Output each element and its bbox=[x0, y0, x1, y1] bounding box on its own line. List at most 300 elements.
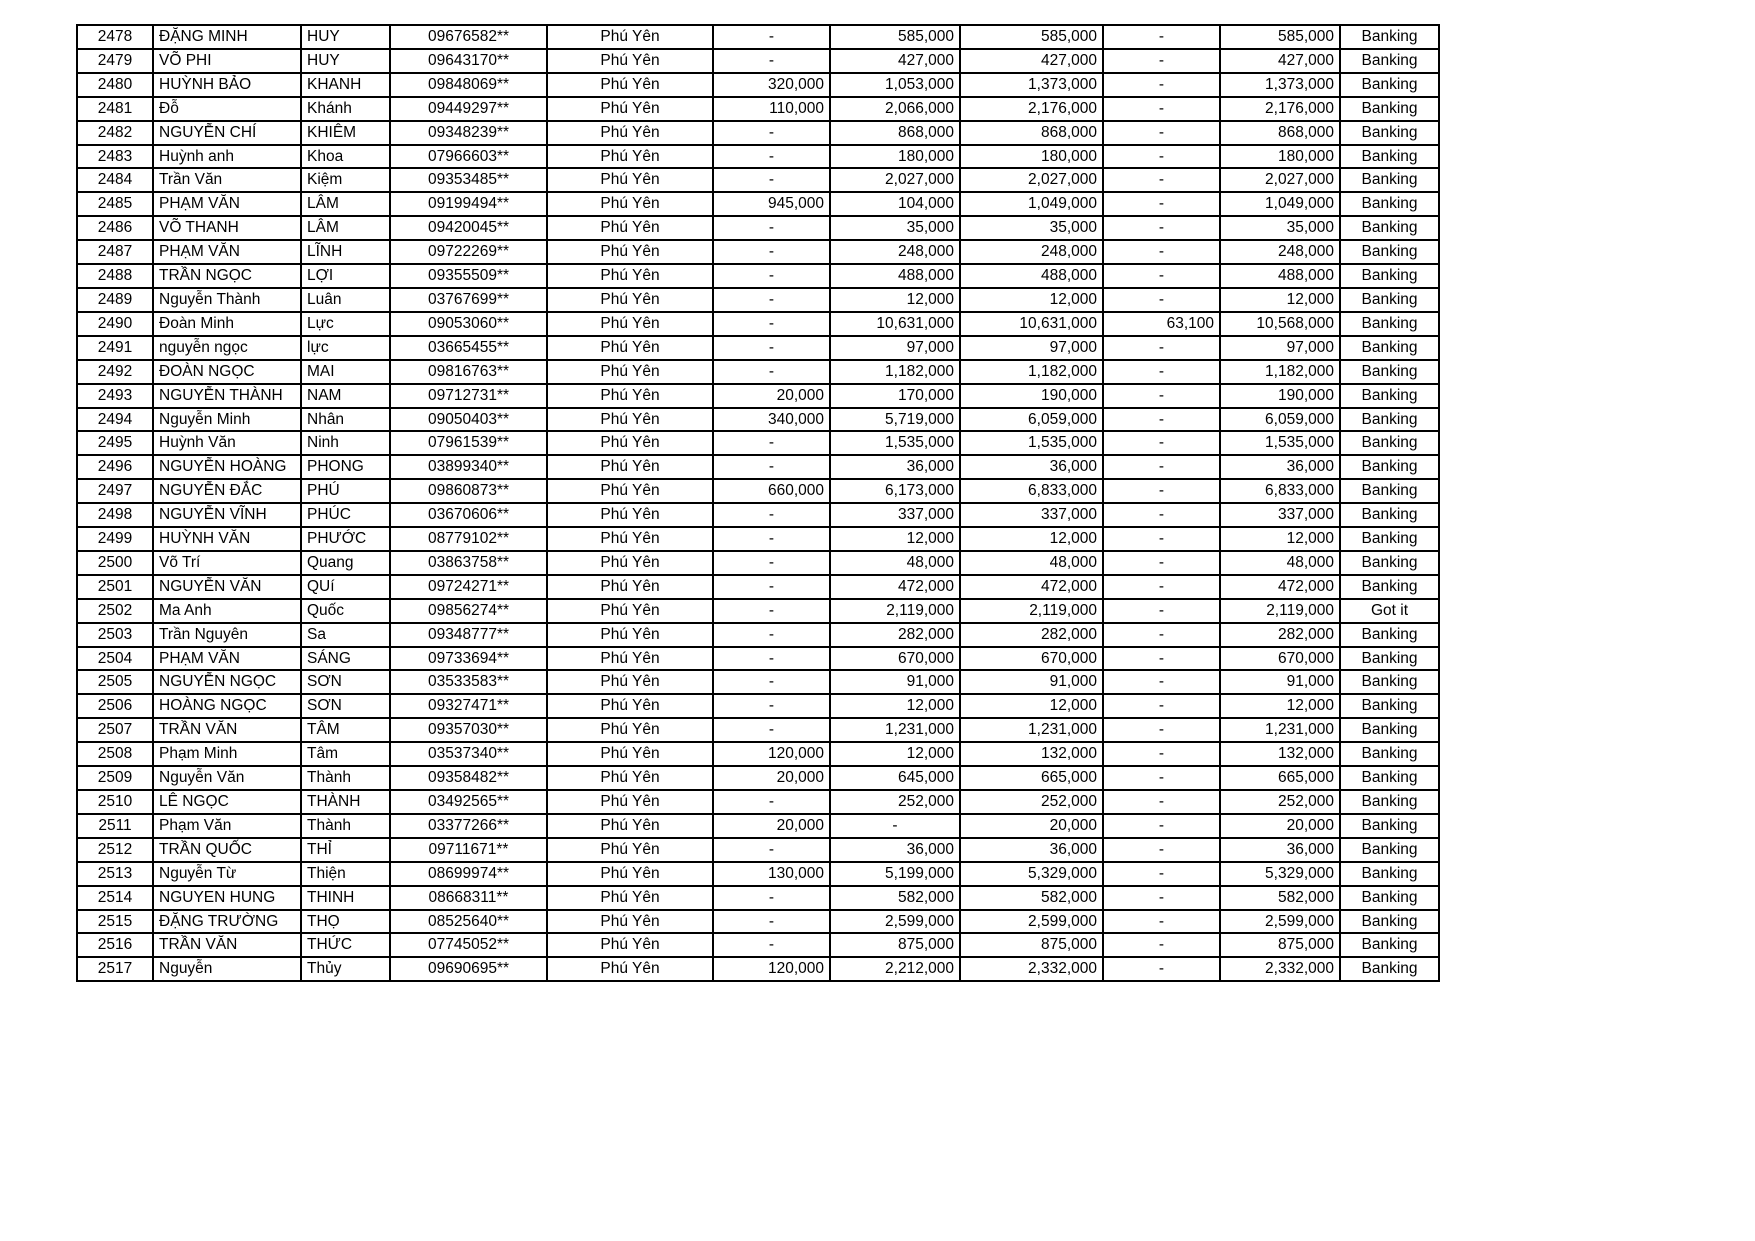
amount-final-cell: 5,329,000 bbox=[1220, 862, 1340, 886]
first-name-cell: PHONG bbox=[301, 455, 390, 479]
province-cell: Phú Yên bbox=[547, 742, 713, 766]
last-middle-name-cell: NGUYỄN HOÀNG bbox=[153, 455, 301, 479]
payment-method-cell: Banking bbox=[1340, 910, 1439, 934]
amount-deducted-cell: - bbox=[1103, 886, 1220, 910]
amount-2-cell: 36,000 bbox=[830, 838, 960, 862]
phone-masked-cell: 09643170** bbox=[390, 49, 547, 73]
first-name-cell: KHIÊM bbox=[301, 121, 390, 145]
first-name-cell: NAM bbox=[301, 384, 390, 408]
row-id-cell: 2491 bbox=[77, 336, 153, 360]
amount-2-cell: 582,000 bbox=[830, 886, 960, 910]
amount-total-cell: 665,000 bbox=[960, 766, 1103, 790]
amount-1-cell: - bbox=[713, 527, 830, 551]
last-middle-name-cell: TRẦN NGỌC bbox=[153, 264, 301, 288]
amount-1-cell: - bbox=[713, 503, 830, 527]
table-row bbox=[77, 168, 1439, 192]
amount-final-cell: 252,000 bbox=[1220, 790, 1340, 814]
amount-1-cell: 110,000 bbox=[713, 97, 830, 121]
row-id-cell: 2483 bbox=[77, 145, 153, 169]
table-row bbox=[77, 647, 1439, 671]
table-row bbox=[77, 336, 1439, 360]
amount-2-cell: 180,000 bbox=[830, 145, 960, 169]
amount-1-cell: - bbox=[713, 838, 830, 862]
first-name-cell: QUí bbox=[301, 575, 390, 599]
amount-deducted-cell: - bbox=[1103, 790, 1220, 814]
amount-total-cell: 427,000 bbox=[960, 49, 1103, 73]
amount-2-cell: 645,000 bbox=[830, 766, 960, 790]
payment-method-cell: Banking bbox=[1340, 240, 1439, 264]
amount-1-cell: - bbox=[713, 647, 830, 671]
amount-total-cell: 2,599,000 bbox=[960, 910, 1103, 934]
last-middle-name-cell: Phạm Văn bbox=[153, 814, 301, 838]
payment-method-cell: Banking bbox=[1340, 408, 1439, 432]
last-middle-name-cell: VÕ THANH bbox=[153, 216, 301, 240]
table-row bbox=[77, 623, 1439, 647]
amount-total-cell: 2,027,000 bbox=[960, 168, 1103, 192]
payment-method-cell: Banking bbox=[1340, 551, 1439, 575]
amount-final-cell: 36,000 bbox=[1220, 838, 1340, 862]
amount-final-cell: 582,000 bbox=[1220, 886, 1340, 910]
amount-deducted-cell: - bbox=[1103, 384, 1220, 408]
amount-total-cell: 20,000 bbox=[960, 814, 1103, 838]
province-cell: Phú Yên bbox=[547, 551, 713, 575]
amount-1-cell: - bbox=[713, 599, 830, 623]
province-cell: Phú Yên bbox=[547, 336, 713, 360]
payment-method-cell: Banking bbox=[1340, 718, 1439, 742]
table-row bbox=[77, 718, 1439, 742]
amount-total-cell: 2,332,000 bbox=[960, 957, 1103, 981]
last-middle-name-cell: Huỳnh Văn bbox=[153, 431, 301, 455]
row-id-cell: 2510 bbox=[77, 790, 153, 814]
table-row bbox=[77, 766, 1439, 790]
table-row bbox=[77, 145, 1439, 169]
amount-total-cell: 5,329,000 bbox=[960, 862, 1103, 886]
amount-total-cell: 252,000 bbox=[960, 790, 1103, 814]
province-cell: Phú Yên bbox=[547, 933, 713, 957]
row-id-cell: 2502 bbox=[77, 599, 153, 623]
last-middle-name-cell: Ma Anh bbox=[153, 599, 301, 623]
province-cell: Phú Yên bbox=[547, 599, 713, 623]
last-middle-name-cell: ĐẶNG TRƯỜNG bbox=[153, 910, 301, 934]
amount-total-cell: 670,000 bbox=[960, 647, 1103, 671]
table-row bbox=[77, 527, 1439, 551]
first-name-cell: Khánh bbox=[301, 97, 390, 121]
amount-2-cell: 2,027,000 bbox=[830, 168, 960, 192]
phone-masked-cell: 09449297** bbox=[390, 97, 547, 121]
amount-2-cell: 12,000 bbox=[830, 527, 960, 551]
payment-method-cell: Banking bbox=[1340, 97, 1439, 121]
amount-2-cell: 868,000 bbox=[830, 121, 960, 145]
table-row bbox=[77, 216, 1439, 240]
province-cell: Phú Yên bbox=[547, 288, 713, 312]
amount-total-cell: 1,049,000 bbox=[960, 192, 1103, 216]
table-row bbox=[77, 49, 1439, 73]
amount-deducted-cell: - bbox=[1103, 933, 1220, 957]
first-name-cell: KHANH bbox=[301, 73, 390, 97]
amount-2-cell: 104,000 bbox=[830, 192, 960, 216]
first-name-cell: Tâm bbox=[301, 742, 390, 766]
table-row bbox=[77, 790, 1439, 814]
amount-1-cell: - bbox=[713, 168, 830, 192]
amount-deducted-cell: - bbox=[1103, 336, 1220, 360]
phone-masked-cell: 09355509** bbox=[390, 264, 547, 288]
first-name-cell: LÂM bbox=[301, 192, 390, 216]
amount-total-cell: 12,000 bbox=[960, 288, 1103, 312]
province-cell: Phú Yên bbox=[547, 312, 713, 336]
row-id-cell: 2516 bbox=[77, 933, 153, 957]
amount-final-cell: 868,000 bbox=[1220, 121, 1340, 145]
amount-total-cell: 282,000 bbox=[960, 623, 1103, 647]
phone-masked-cell: 03537340** bbox=[390, 742, 547, 766]
row-id-cell: 2509 bbox=[77, 766, 153, 790]
table-row bbox=[77, 503, 1439, 527]
table-row bbox=[77, 240, 1439, 264]
amount-final-cell: 6,833,000 bbox=[1220, 479, 1340, 503]
table-row bbox=[77, 73, 1439, 97]
amount-total-cell: 6,059,000 bbox=[960, 408, 1103, 432]
amount-deducted-cell: - bbox=[1103, 599, 1220, 623]
amount-deducted-cell: - bbox=[1103, 168, 1220, 192]
amount-2-cell: 2,066,000 bbox=[830, 97, 960, 121]
amount-final-cell: 1,049,000 bbox=[1220, 192, 1340, 216]
amount-2-cell: 2,212,000 bbox=[830, 957, 960, 981]
row-id-cell: 2506 bbox=[77, 694, 153, 718]
row-id-cell: 2517 bbox=[77, 957, 153, 981]
payment-method-cell: Banking bbox=[1340, 814, 1439, 838]
amount-final-cell: 248,000 bbox=[1220, 240, 1340, 264]
last-middle-name-cell: Đỗ bbox=[153, 97, 301, 121]
province-cell: Phú Yên bbox=[547, 384, 713, 408]
phone-masked-cell: 09348777** bbox=[390, 623, 547, 647]
phone-masked-cell: 09724271** bbox=[390, 575, 547, 599]
amount-2-cell: 1,053,000 bbox=[830, 73, 960, 97]
amount-deducted-cell: - bbox=[1103, 742, 1220, 766]
amount-total-cell: 48,000 bbox=[960, 551, 1103, 575]
amount-1-cell: - bbox=[713, 145, 830, 169]
table-row bbox=[77, 838, 1439, 862]
amount-2-cell: 488,000 bbox=[830, 264, 960, 288]
amount-2-cell: 875,000 bbox=[830, 933, 960, 957]
amount-final-cell: 180,000 bbox=[1220, 145, 1340, 169]
last-middle-name-cell: Phạm Minh bbox=[153, 742, 301, 766]
row-id-cell: 2505 bbox=[77, 670, 153, 694]
phone-masked-cell: 09676582** bbox=[390, 25, 547, 49]
province-cell: Phú Yên bbox=[547, 718, 713, 742]
province-cell: Phú Yên bbox=[547, 121, 713, 145]
last-middle-name-cell: HUỲNH VĂN bbox=[153, 527, 301, 551]
payment-method-cell: Banking bbox=[1340, 145, 1439, 169]
amount-total-cell: 10,631,000 bbox=[960, 312, 1103, 336]
amount-total-cell: 868,000 bbox=[960, 121, 1103, 145]
last-middle-name-cell: nguyễn ngọc bbox=[153, 336, 301, 360]
amount-total-cell: 6,833,000 bbox=[960, 479, 1103, 503]
amount-total-cell: 2,176,000 bbox=[960, 97, 1103, 121]
province-cell: Phú Yên bbox=[547, 25, 713, 49]
row-id-cell: 2511 bbox=[77, 814, 153, 838]
row-id-cell: 2499 bbox=[77, 527, 153, 551]
amount-deducted-cell: - bbox=[1103, 264, 1220, 288]
amount-total-cell: 36,000 bbox=[960, 455, 1103, 479]
row-id-cell: 2504 bbox=[77, 647, 153, 671]
phone-masked-cell: 03533583** bbox=[390, 670, 547, 694]
last-middle-name-cell: Võ Trí bbox=[153, 551, 301, 575]
first-name-cell: THỨC bbox=[301, 933, 390, 957]
first-name-cell: Kiệm bbox=[301, 168, 390, 192]
phone-masked-cell: 08668311** bbox=[390, 886, 547, 910]
phone-masked-cell: 09050403** bbox=[390, 408, 547, 432]
phone-masked-cell: 07745052** bbox=[390, 933, 547, 957]
amount-total-cell: 1,535,000 bbox=[960, 431, 1103, 455]
last-middle-name-cell: NGUYỄN CHÍ bbox=[153, 121, 301, 145]
province-cell: Phú Yên bbox=[547, 910, 713, 934]
amount-deducted-cell: - bbox=[1103, 670, 1220, 694]
amount-final-cell: 472,000 bbox=[1220, 575, 1340, 599]
phone-masked-cell: 09053060** bbox=[390, 312, 547, 336]
table-row bbox=[77, 360, 1439, 384]
last-middle-name-cell: Đoàn Minh bbox=[153, 312, 301, 336]
province-cell: Phú Yên bbox=[547, 408, 713, 432]
amount-1-cell: - bbox=[713, 455, 830, 479]
amount-2-cell: 170,000 bbox=[830, 384, 960, 408]
province-cell: Phú Yên bbox=[547, 49, 713, 73]
amount-deducted-cell: 63,100 bbox=[1103, 312, 1220, 336]
amount-1-cell: 130,000 bbox=[713, 862, 830, 886]
amount-deducted-cell: - bbox=[1103, 838, 1220, 862]
amount-1-cell: - bbox=[713, 288, 830, 312]
row-id-cell: 2489 bbox=[77, 288, 153, 312]
payment-method-cell: Banking bbox=[1340, 192, 1439, 216]
last-middle-name-cell: Nguyễn Thành bbox=[153, 288, 301, 312]
document-page bbox=[76, 24, 1440, 982]
amount-2-cell: 1,231,000 bbox=[830, 718, 960, 742]
province-cell: Phú Yên bbox=[547, 360, 713, 384]
last-middle-name-cell: Nguyễn bbox=[153, 957, 301, 981]
first-name-cell: TÂM bbox=[301, 718, 390, 742]
amount-final-cell: 1,231,000 bbox=[1220, 718, 1340, 742]
amount-final-cell: 20,000 bbox=[1220, 814, 1340, 838]
payment-method-cell: Banking bbox=[1340, 862, 1439, 886]
first-name-cell: HUY bbox=[301, 49, 390, 73]
amount-1-cell: 320,000 bbox=[713, 73, 830, 97]
amount-total-cell: 12,000 bbox=[960, 694, 1103, 718]
table-row bbox=[77, 910, 1439, 934]
province-cell: Phú Yên bbox=[547, 886, 713, 910]
phone-masked-cell: 03899340** bbox=[390, 455, 547, 479]
first-name-cell: Luân bbox=[301, 288, 390, 312]
phone-masked-cell: 08699974** bbox=[390, 862, 547, 886]
amount-final-cell: 190,000 bbox=[1220, 384, 1340, 408]
row-id-cell: 2481 bbox=[77, 97, 153, 121]
amount-1-cell: - bbox=[713, 312, 830, 336]
province-cell: Phú Yên bbox=[547, 192, 713, 216]
amount-1-cell: - bbox=[713, 886, 830, 910]
amount-final-cell: 665,000 bbox=[1220, 766, 1340, 790]
phone-masked-cell: 09358482** bbox=[390, 766, 547, 790]
amount-2-cell: 670,000 bbox=[830, 647, 960, 671]
phone-masked-cell: 09733694** bbox=[390, 647, 547, 671]
amount-final-cell: 2,119,000 bbox=[1220, 599, 1340, 623]
province-cell: Phú Yên bbox=[547, 431, 713, 455]
payment-method-cell: Banking bbox=[1340, 25, 1439, 49]
amount-total-cell: 582,000 bbox=[960, 886, 1103, 910]
first-name-cell: PHƯỚC bbox=[301, 527, 390, 551]
last-middle-name-cell: NGUYEN HUNG bbox=[153, 886, 301, 910]
amount-2-cell: 337,000 bbox=[830, 503, 960, 527]
payment-method-cell: Banking bbox=[1340, 790, 1439, 814]
last-middle-name-cell: NGUYỄN ĐẮC bbox=[153, 479, 301, 503]
amount-final-cell: 35,000 bbox=[1220, 216, 1340, 240]
row-id-cell: 2496 bbox=[77, 455, 153, 479]
table-row bbox=[77, 408, 1439, 432]
amount-2-cell: 35,000 bbox=[830, 216, 960, 240]
payment-method-cell: Banking bbox=[1340, 288, 1439, 312]
phone-masked-cell: 09353485** bbox=[390, 168, 547, 192]
table-row bbox=[77, 599, 1439, 623]
table-row bbox=[77, 121, 1439, 145]
amount-1-cell: - bbox=[713, 910, 830, 934]
amount-1-cell: - bbox=[713, 694, 830, 718]
amount-final-cell: 91,000 bbox=[1220, 670, 1340, 694]
amount-1-cell: - bbox=[713, 25, 830, 49]
amount-1-cell: 945,000 bbox=[713, 192, 830, 216]
payment-method-cell: Banking bbox=[1340, 73, 1439, 97]
amount-total-cell: 1,182,000 bbox=[960, 360, 1103, 384]
amount-1-cell: - bbox=[713, 718, 830, 742]
amount-deducted-cell: - bbox=[1103, 694, 1220, 718]
row-id-cell: 2495 bbox=[77, 431, 153, 455]
amount-1-cell: - bbox=[713, 933, 830, 957]
amount-1-cell: 120,000 bbox=[713, 957, 830, 981]
row-id-cell: 2479 bbox=[77, 49, 153, 73]
last-middle-name-cell: TRẦN QUỐC bbox=[153, 838, 301, 862]
last-middle-name-cell: NGUYỄN NGỌC bbox=[153, 670, 301, 694]
last-middle-name-cell: PHẠM VĂN bbox=[153, 192, 301, 216]
amount-total-cell: 472,000 bbox=[960, 575, 1103, 599]
first-name-cell: SÁNG bbox=[301, 647, 390, 671]
last-middle-name-cell: ĐẶNG MINH bbox=[153, 25, 301, 49]
phone-masked-cell: 09690695** bbox=[390, 957, 547, 981]
amount-total-cell: 12,000 bbox=[960, 527, 1103, 551]
amount-deducted-cell: - bbox=[1103, 551, 1220, 575]
province-cell: Phú Yên bbox=[547, 503, 713, 527]
payment-method-cell: Got it bbox=[1340, 599, 1439, 623]
first-name-cell: Ninh bbox=[301, 431, 390, 455]
amount-total-cell: 2,119,000 bbox=[960, 599, 1103, 623]
amount-total-cell: 36,000 bbox=[960, 838, 1103, 862]
amount-final-cell: 12,000 bbox=[1220, 288, 1340, 312]
payment-method-cell: Banking bbox=[1340, 479, 1439, 503]
table-row bbox=[77, 551, 1439, 575]
phone-masked-cell: 09199494** bbox=[390, 192, 547, 216]
last-middle-name-cell: PHẠM VĂN bbox=[153, 240, 301, 264]
amount-1-cell: 120,000 bbox=[713, 742, 830, 766]
table-row bbox=[77, 431, 1439, 455]
table-row bbox=[77, 264, 1439, 288]
phone-masked-cell: 09722269** bbox=[390, 240, 547, 264]
payment-method-cell: Banking bbox=[1340, 670, 1439, 694]
table-row bbox=[77, 670, 1439, 694]
first-name-cell: LĨNH bbox=[301, 240, 390, 264]
province-cell: Phú Yên bbox=[547, 766, 713, 790]
row-id-cell: 2507 bbox=[77, 718, 153, 742]
amount-final-cell: 12,000 bbox=[1220, 527, 1340, 551]
amount-final-cell: 12,000 bbox=[1220, 694, 1340, 718]
amount-2-cell: 91,000 bbox=[830, 670, 960, 694]
amount-final-cell: 10,568,000 bbox=[1220, 312, 1340, 336]
amount-total-cell: 132,000 bbox=[960, 742, 1103, 766]
row-id-cell: 2488 bbox=[77, 264, 153, 288]
phone-masked-cell: 08525640** bbox=[390, 910, 547, 934]
amount-deducted-cell: - bbox=[1103, 240, 1220, 264]
row-id-cell: 2485 bbox=[77, 192, 153, 216]
payment-list-table bbox=[76, 24, 1440, 982]
first-name-cell: PHÚ bbox=[301, 479, 390, 503]
first-name-cell: THỌ bbox=[301, 910, 390, 934]
amount-final-cell: 6,059,000 bbox=[1220, 408, 1340, 432]
first-name-cell: THÀNH bbox=[301, 790, 390, 814]
amount-1-cell: - bbox=[713, 264, 830, 288]
amount-2-cell: 2,119,000 bbox=[830, 599, 960, 623]
phone-masked-cell: 09860873** bbox=[390, 479, 547, 503]
first-name-cell: Thiện bbox=[301, 862, 390, 886]
amount-2-cell: 36,000 bbox=[830, 455, 960, 479]
row-id-cell: 2501 bbox=[77, 575, 153, 599]
amount-deducted-cell: - bbox=[1103, 479, 1220, 503]
payment-method-cell: Banking bbox=[1340, 431, 1439, 455]
amount-final-cell: 97,000 bbox=[1220, 336, 1340, 360]
last-middle-name-cell: HOÀNG NGỌC bbox=[153, 694, 301, 718]
amount-deducted-cell: - bbox=[1103, 360, 1220, 384]
amount-2-cell: 12,000 bbox=[830, 742, 960, 766]
amount-2-cell: 585,000 bbox=[830, 25, 960, 49]
province-cell: Phú Yên bbox=[547, 240, 713, 264]
first-name-cell: lực bbox=[301, 336, 390, 360]
row-id-cell: 2494 bbox=[77, 408, 153, 432]
amount-total-cell: 488,000 bbox=[960, 264, 1103, 288]
province-cell: Phú Yên bbox=[547, 97, 713, 121]
row-id-cell: 2482 bbox=[77, 121, 153, 145]
payment-method-cell: Banking bbox=[1340, 527, 1439, 551]
amount-deducted-cell: - bbox=[1103, 431, 1220, 455]
row-id-cell: 2512 bbox=[77, 838, 153, 862]
province-cell: Phú Yên bbox=[547, 623, 713, 647]
first-name-cell: Sa bbox=[301, 623, 390, 647]
payment-method-cell: Banking bbox=[1340, 360, 1439, 384]
row-id-cell: 2498 bbox=[77, 503, 153, 527]
payment-method-cell: Banking bbox=[1340, 575, 1439, 599]
amount-2-cell: 48,000 bbox=[830, 551, 960, 575]
amount-deducted-cell: - bbox=[1103, 216, 1220, 240]
payment-method-cell: Banking bbox=[1340, 121, 1439, 145]
amount-2-cell: 10,631,000 bbox=[830, 312, 960, 336]
first-name-cell: Thủy bbox=[301, 957, 390, 981]
table-row bbox=[77, 957, 1439, 981]
amount-final-cell: 2,332,000 bbox=[1220, 957, 1340, 981]
payment-method-cell: Banking bbox=[1340, 838, 1439, 862]
amount-deducted-cell: - bbox=[1103, 575, 1220, 599]
amount-1-cell: - bbox=[713, 121, 830, 145]
last-middle-name-cell: ĐOÀN NGỌC bbox=[153, 360, 301, 384]
amount-1-cell: - bbox=[713, 790, 830, 814]
amount-final-cell: 875,000 bbox=[1220, 933, 1340, 957]
amount-total-cell: 875,000 bbox=[960, 933, 1103, 957]
last-middle-name-cell: NGUYỄN VĂN bbox=[153, 575, 301, 599]
amount-deducted-cell: - bbox=[1103, 503, 1220, 527]
amount-deducted-cell: - bbox=[1103, 288, 1220, 312]
phone-masked-cell: 09711671** bbox=[390, 838, 547, 862]
first-name-cell: Quốc bbox=[301, 599, 390, 623]
table-row bbox=[77, 192, 1439, 216]
